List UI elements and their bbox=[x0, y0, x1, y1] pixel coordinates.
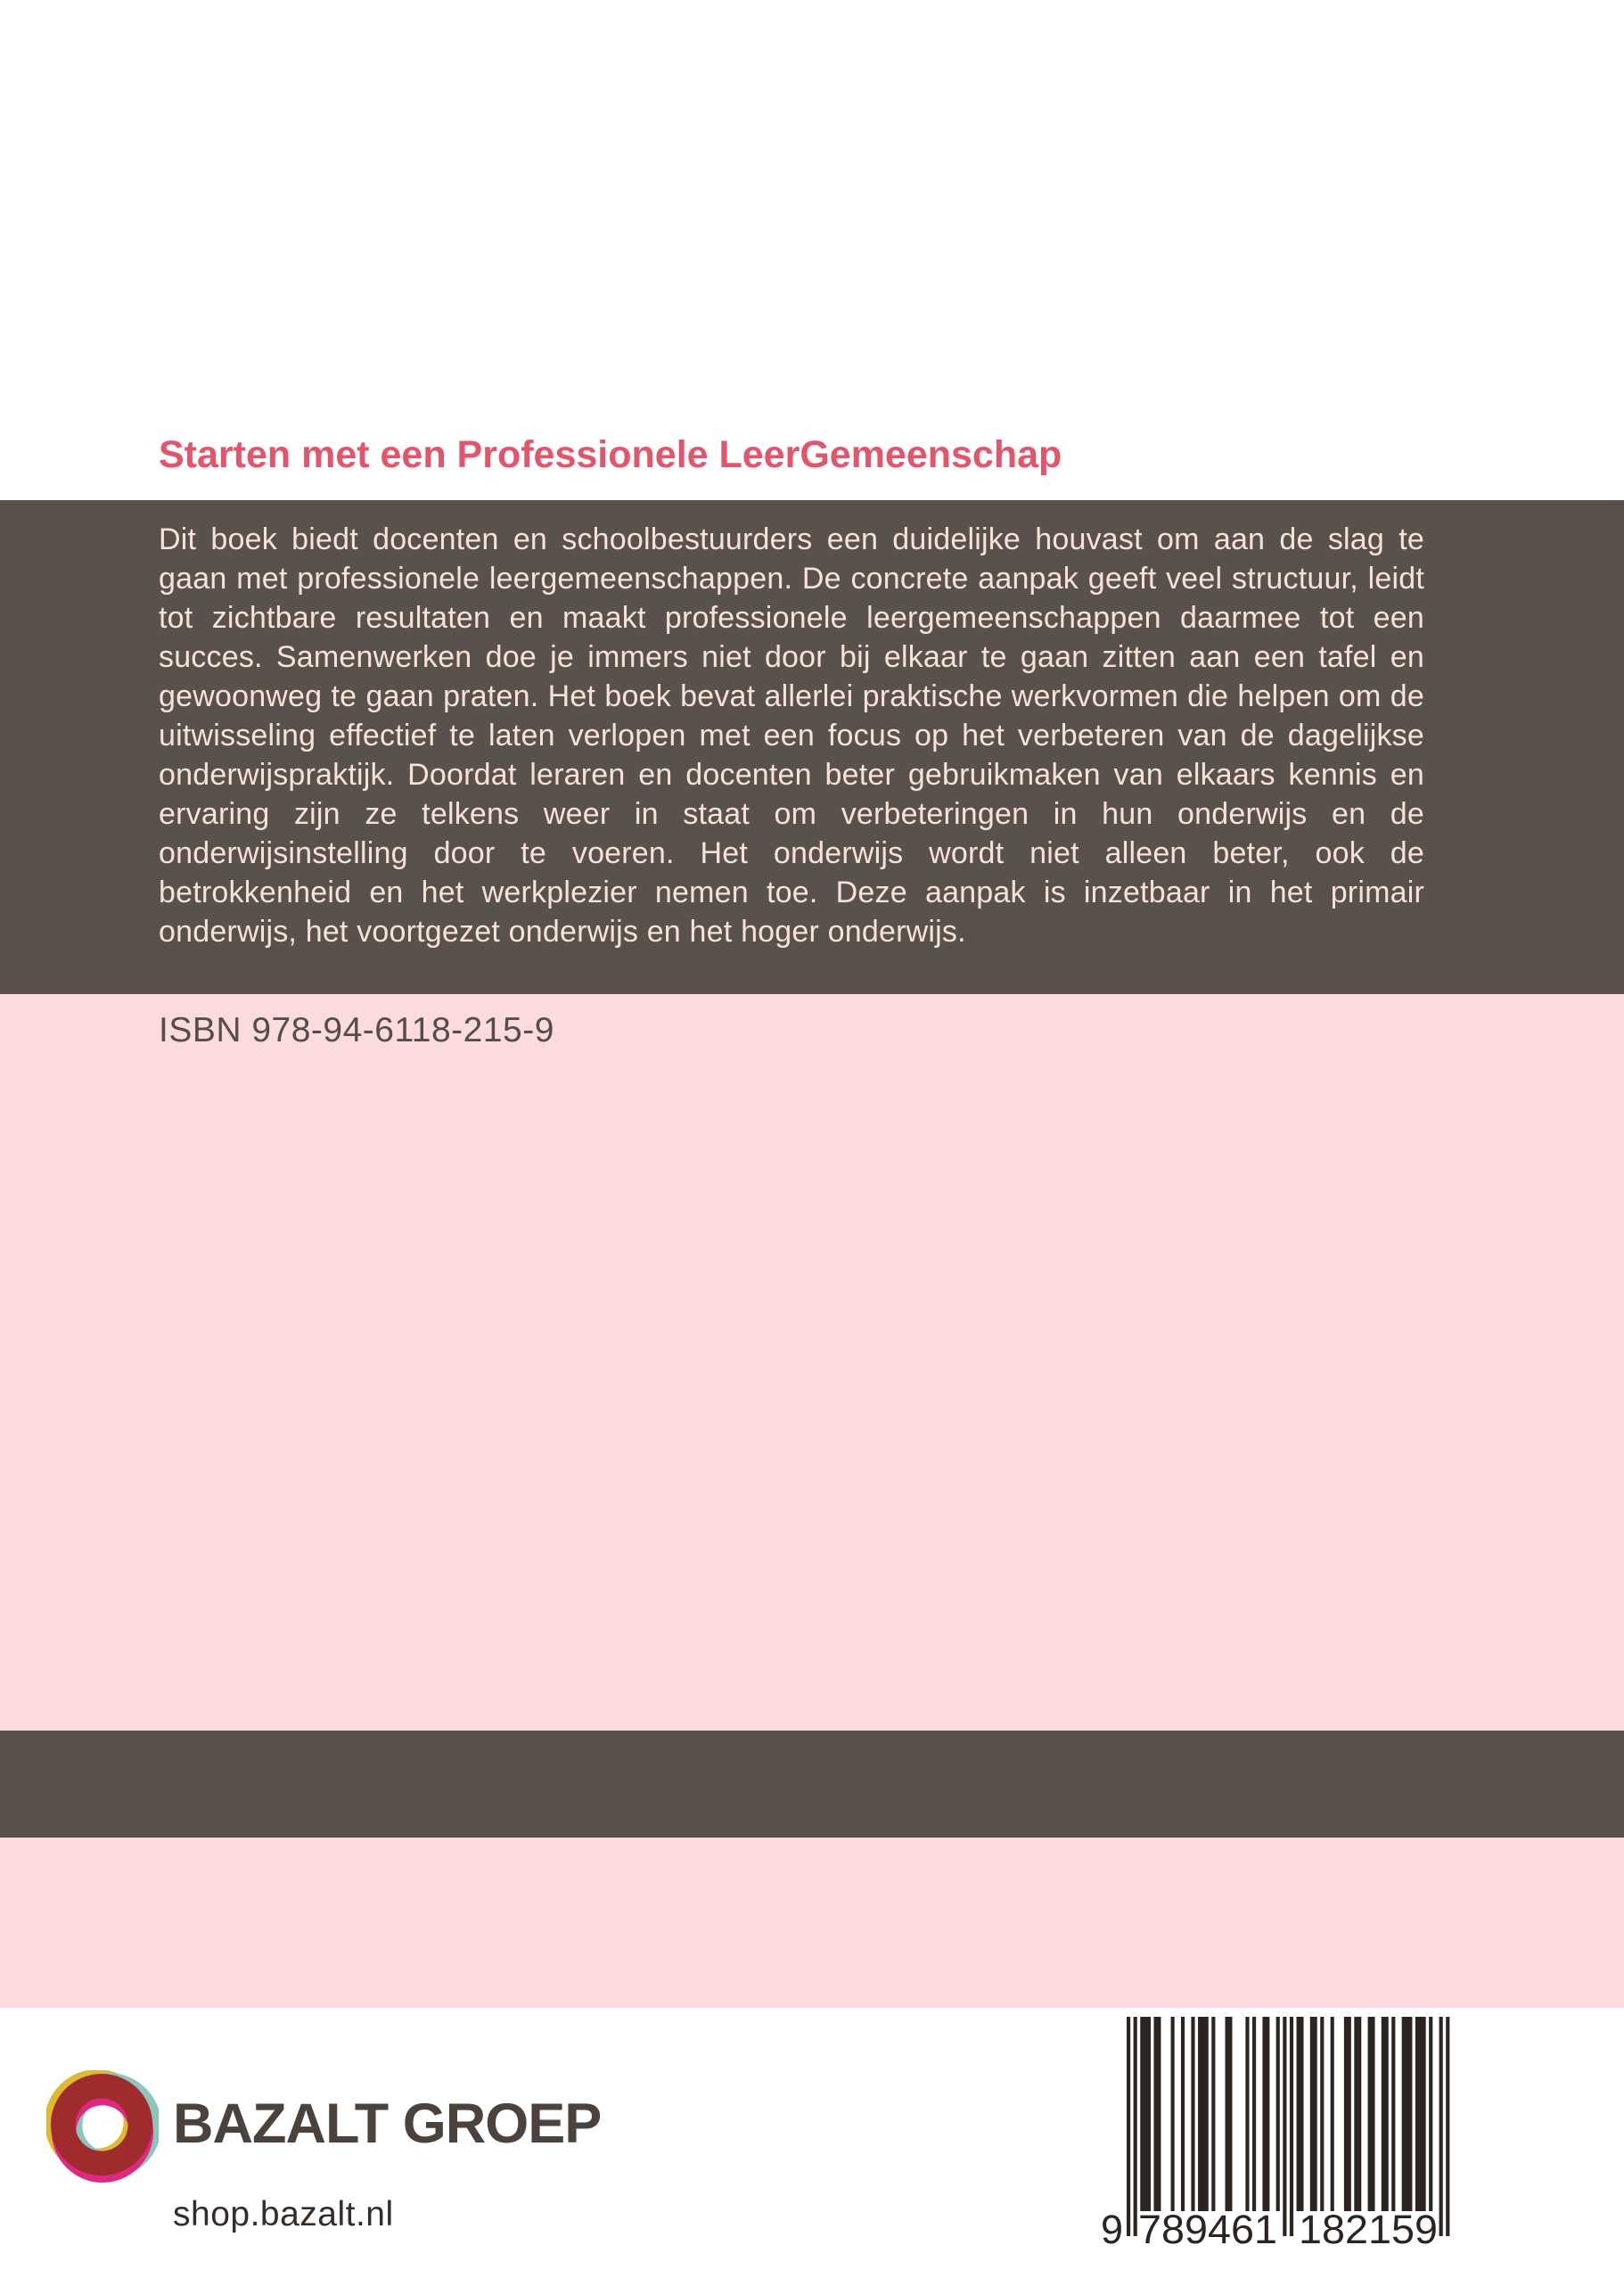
divider-band bbox=[0, 1731, 1624, 1838]
pink-area-upper bbox=[0, 994, 1624, 1731]
barcode-digits-group1: 789461 bbox=[1138, 2207, 1277, 2252]
pink-strip-lower bbox=[0, 1838, 1624, 2008]
barcode-bars bbox=[1127, 2017, 1449, 2236]
book-title: Starten met een Professionele LeerGemeenschap bbox=[159, 433, 1062, 476]
isbn-text: ISBN 978-94-6118-215-9 bbox=[159, 1011, 554, 1049]
publisher-name: BAZALT GROEP bbox=[173, 2093, 602, 2155]
bazalt-rings-logo bbox=[46, 2070, 159, 2183]
barcode-digits-group2: 182159 bbox=[1299, 2207, 1438, 2252]
barcode bbox=[1101, 2015, 1454, 2252]
book-description: Dit boek biedt docenten en schoolbestuurders een duidelijke houvast om aan de slag te gaan met professionele leergemeenschappen. De concrete aanpak geeft veel structuur, leidt tot zichtbare resultaten en maakt professionele leergemeenschappen daarmee tot een succes. Samenwerken doe je immers niet door bij elkaar te gaan zitten aan een tafel en gewoonweg te gaan praten. Het boek bevat allerlei praktische werkvormen die helpen om de uitwisseling effectief te laten verlopen met een focus op het verbeteren van de dagelijkse onderwijspraktijk. Doordat leraren en docenten beter gebruikmaken van elkaars kennis en ervaring zijn ze telkens weer in staat om verbeteringen in hun onderwijs en de onderwijsinstelling door te voeren. Het onderwijs wordt niet alleen beter, ook de betrokkenheid en het werkplezier nemen toe. Deze aanpak is inzetbaar in het primair onderwijs, het voortgezet onderwijs en het hoger onderwijs. bbox=[159, 522, 1424, 949]
publisher-website: shop.bazalt.nl bbox=[173, 2195, 394, 2233]
logo-ring-red bbox=[63, 2086, 141, 2164]
barcode-digit-first: 9 bbox=[1101, 2207, 1124, 2252]
